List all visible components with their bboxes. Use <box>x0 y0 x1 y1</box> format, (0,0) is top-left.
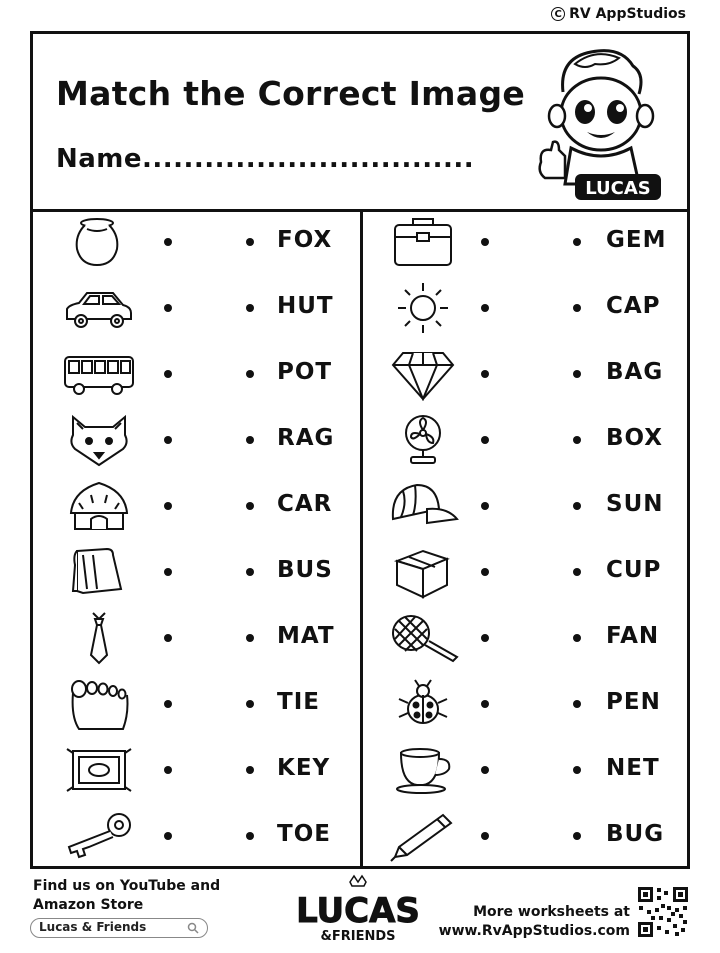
key-icon <box>63 809 135 863</box>
cap-icon <box>387 479 459 533</box>
bag-icon <box>387 215 459 269</box>
match-word: TIE <box>277 689 320 715</box>
match-dot[interactable] <box>481 568 489 576</box>
search-text: Lucas & Friends <box>39 920 147 934</box>
lucas-friends-logo <box>296 874 420 946</box>
tie-icon <box>63 611 135 665</box>
net-icon <box>387 611 459 665</box>
match-dot[interactable] <box>481 370 489 378</box>
match-word: HUT <box>277 293 334 319</box>
match-word: FOX <box>277 227 333 253</box>
match-dot[interactable] <box>573 304 581 312</box>
match-word: BOX <box>606 425 663 451</box>
match-word: CAR <box>277 491 333 517</box>
copyright-symbol: C <box>551 7 565 21</box>
sun-icon <box>387 281 459 335</box>
match-dot[interactable] <box>164 370 172 378</box>
search-box <box>30 918 208 938</box>
match-dot[interactable] <box>246 370 254 378</box>
copyright-text: RV AppStudios <box>569 6 686 22</box>
worksheet-header <box>33 34 687 212</box>
match-word: FAN <box>606 623 660 649</box>
list-item <box>363 539 690 605</box>
match-dot[interactable] <box>164 766 172 774</box>
list-item <box>33 737 360 803</box>
match-dot[interactable] <box>481 304 489 312</box>
list-item <box>363 275 690 341</box>
mascot-label: LUCAS <box>585 178 651 199</box>
match-dot[interactable] <box>246 502 254 510</box>
match-dot[interactable] <box>164 502 172 510</box>
car-icon <box>63 281 135 335</box>
match-word: KEY <box>277 755 331 781</box>
find-us-line-2: Amazon Store <box>33 897 144 913</box>
match-dot[interactable] <box>164 634 172 642</box>
toe-icon <box>63 677 135 731</box>
list-item <box>363 209 690 275</box>
match-dot[interactable] <box>481 700 489 708</box>
more-line-1: More worksheets at <box>473 904 630 920</box>
match-dot[interactable] <box>164 238 172 246</box>
match-dot[interactable] <box>573 700 581 708</box>
find-us-line-1: Find us on YouTube and <box>33 878 221 894</box>
bus-icon <box>63 347 135 401</box>
match-dot[interactable] <box>573 568 581 576</box>
list-item <box>33 539 360 605</box>
bug-icon <box>387 677 459 731</box>
match-word: BUG <box>606 821 665 847</box>
list-item <box>33 275 360 341</box>
list-item <box>363 341 690 407</box>
match-dot[interactable] <box>573 436 581 444</box>
cup-icon <box>387 743 459 797</box>
match-dot[interactable] <box>246 436 254 444</box>
gem-icon <box>387 347 459 401</box>
match-word: CUP <box>606 557 662 583</box>
match-word: GEM <box>606 227 667 253</box>
worksheet-frame <box>30 31 690 869</box>
logo-main: LUCAS <box>296 891 420 931</box>
worksheet-title: Match the Correct Image <box>56 74 526 113</box>
list-item <box>363 737 690 803</box>
match-dot[interactable] <box>573 370 581 378</box>
list-item <box>33 671 360 737</box>
fan-icon <box>387 413 459 467</box>
match-dot[interactable] <box>246 832 254 840</box>
match-dot[interactable] <box>481 766 489 774</box>
qr-code-icon[interactable] <box>637 886 689 938</box>
match-word: BAG <box>606 359 664 385</box>
logo-sub: &FRIENDS <box>320 929 396 944</box>
match-dot[interactable] <box>573 634 581 642</box>
pen-icon <box>387 809 459 863</box>
match-word: NET <box>606 755 660 781</box>
website-link[interactable]: www.RvAppStudios.com <box>438 923 630 939</box>
match-dot[interactable] <box>481 634 489 642</box>
list-item <box>33 803 360 869</box>
match-word: RAG <box>277 425 335 451</box>
list-item <box>363 803 690 869</box>
list-item <box>33 473 360 539</box>
match-dot[interactable] <box>246 238 254 246</box>
name-field-label: Name................................ <box>56 144 475 174</box>
match-dot[interactable] <box>164 436 172 444</box>
fox-icon <box>63 413 135 467</box>
copyright-notice <box>551 6 686 22</box>
search-icon <box>187 922 199 934</box>
match-dot[interactable] <box>481 502 489 510</box>
list-item <box>33 341 360 407</box>
match-dot[interactable] <box>246 700 254 708</box>
match-dot[interactable] <box>481 832 489 840</box>
list-item <box>33 209 360 275</box>
match-dot[interactable] <box>481 238 489 246</box>
list-item <box>363 605 690 671</box>
match-dot[interactable] <box>481 436 489 444</box>
list-item <box>33 407 360 473</box>
match-dot[interactable] <box>164 832 172 840</box>
match-dot[interactable] <box>164 568 172 576</box>
match-dot[interactable] <box>573 766 581 774</box>
match-dot[interactable] <box>164 700 172 708</box>
match-dot[interactable] <box>246 568 254 576</box>
lucas-mascot-icon <box>535 44 665 204</box>
more-worksheets-text <box>439 903 630 941</box>
right-column <box>363 209 690 869</box>
pot-icon <box>63 215 135 269</box>
match-word: PEN <box>606 689 661 715</box>
match-dot[interactable] <box>164 304 172 312</box>
match-word: CAP <box>606 293 661 319</box>
list-item <box>363 473 690 539</box>
rag-icon <box>63 545 135 599</box>
match-dot[interactable] <box>573 832 581 840</box>
box-icon <box>387 545 459 599</box>
match-word: SUN <box>606 491 664 517</box>
hut-icon <box>63 479 135 533</box>
match-dot[interactable] <box>573 238 581 246</box>
match-word: MAT <box>277 623 335 649</box>
mat-icon <box>63 743 135 797</box>
list-item <box>363 407 690 473</box>
find-us-text <box>33 877 220 915</box>
left-column <box>33 209 360 869</box>
list-item <box>363 671 690 737</box>
match-dot[interactable] <box>573 502 581 510</box>
list-item <box>33 605 360 671</box>
match-dot[interactable] <box>246 634 254 642</box>
match-word: TOE <box>277 821 331 847</box>
match-word: POT <box>277 359 333 385</box>
match-dot[interactable] <box>246 766 254 774</box>
match-dot[interactable] <box>246 304 254 312</box>
match-word: BUS <box>277 557 333 583</box>
